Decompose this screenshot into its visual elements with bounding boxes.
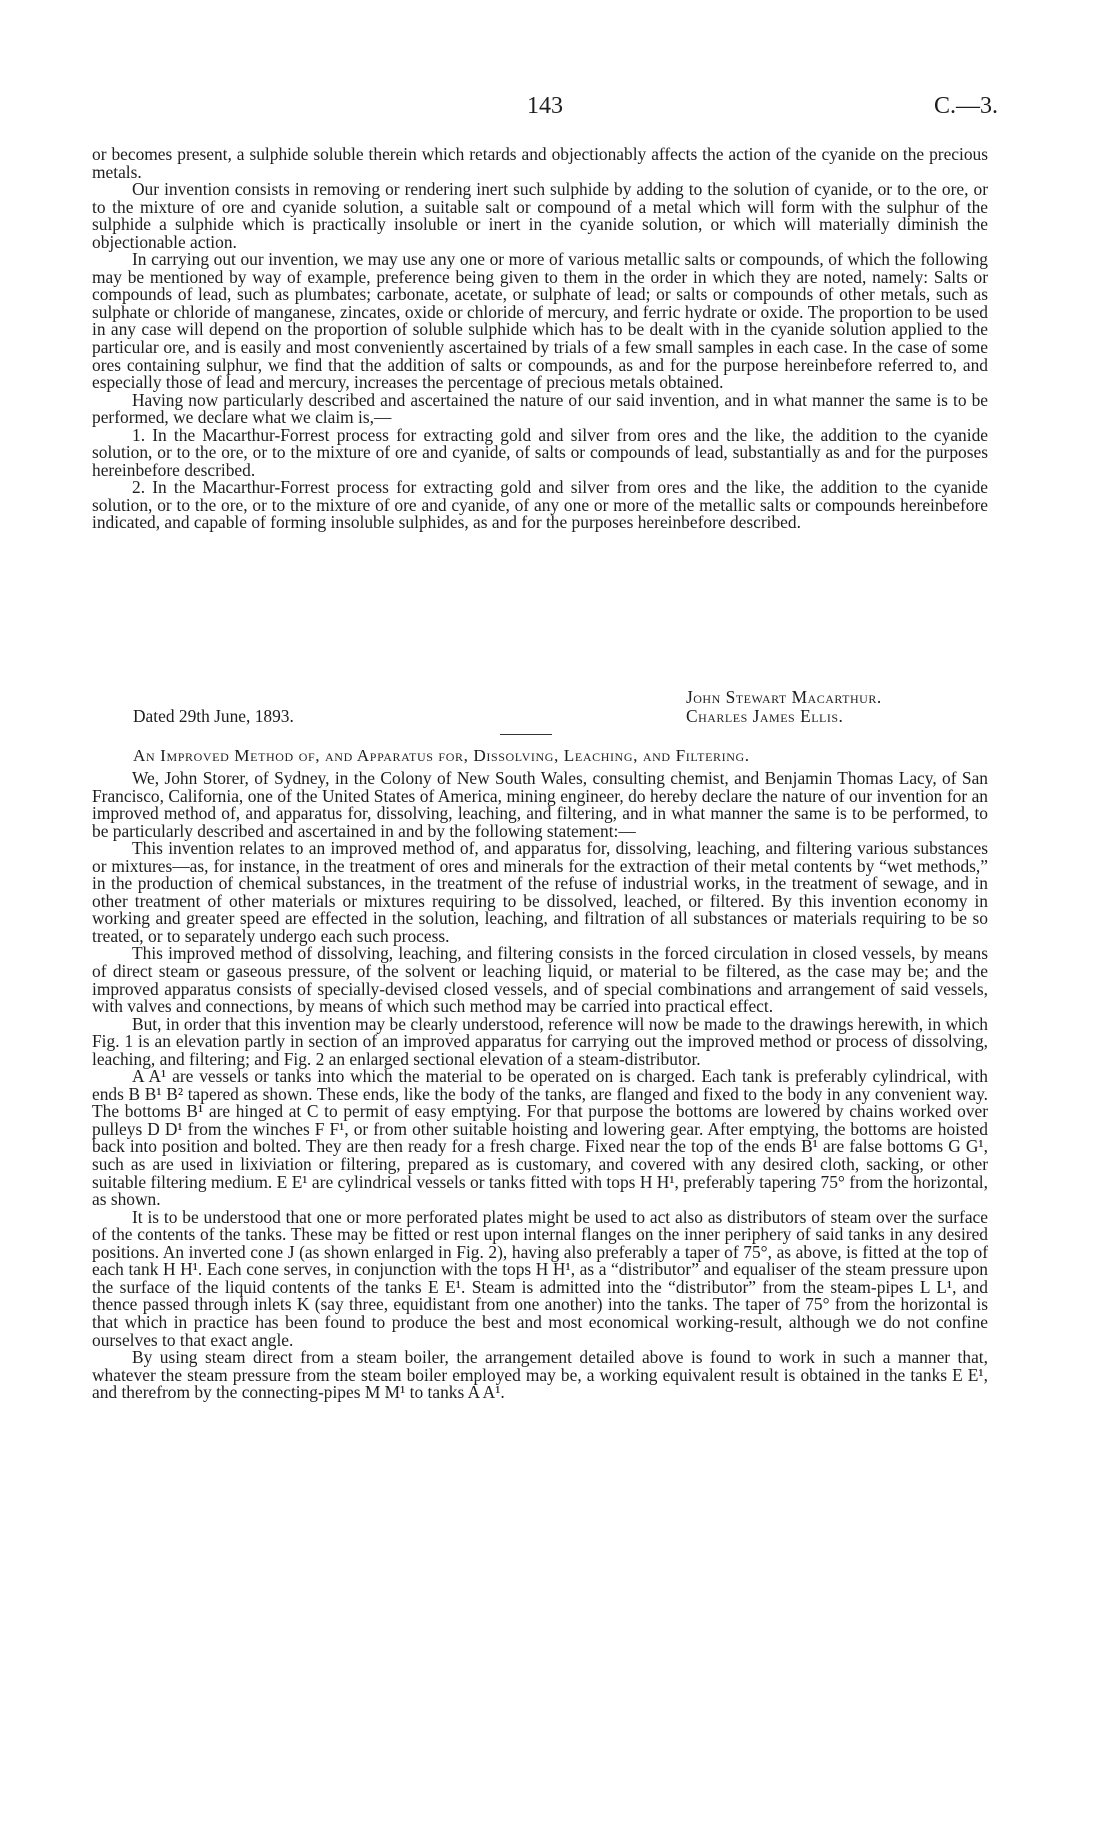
signatory-2: Charles James Ellis. bbox=[686, 706, 844, 726]
paragraph: By using steam direct from a steam boiler, the arrangement detailed above is found to work in such a manner that, whatever the steam pressure from the steam boiler employed may be, a working equivalent result is obtained in the tanks E E¹, and therefrom by the connecting-pipes M M¹ to tanks A A¹. bbox=[92, 1347, 988, 1403]
claim-1: 1. In the Macarthur-Forrest process for extracting gold and silver from ores and the like, the addition to the cyanide solution, or to the ore, or to the mixture of ore and cyanide, of salts or compounds of lead, substantially as and for the purposes hereinbefore described. bbox=[92, 424, 988, 480]
paragraph: or becomes present, a sulphide soluble therein which retards and objectionably affects the action of the cyanide on the precious metals. bbox=[92, 144, 988, 182]
paragraph: This invention relates to an improved method of, and apparatus for, dissolving, leaching, and filtering various substances or mixtures—as, for instance, in the treatment of ores and minerals for the extraction of their metal contents by “wet methods,” in the production of chemical substances, in the treatment of the refuse of industrial works, in the treatment of sewage, and in other treatment of other materials or mixtures requiring to be dissolved, leached, or filtered. By this invention economy in working and greater speed are effected in the solution, leaching, and filtration of all substances or materials requiring to be so treated, or to separately undergo each such process. bbox=[92, 838, 988, 946]
paragraph: We, John Storer, of Sydney, in the Colony of New South Wales, consulting chemist, and Benjamin Thomas Lacy, of San Francisco, California, one of the United States of America, mining engineer, do hereby declare the nature of our invention for an improved method of, and apparatus for, dissolving, leaching, and filtering, and in what manner the same is to be performed, to be particularly described and ascertained in and by the following statement:— bbox=[92, 768, 988, 841]
paragraph: Our invention consists in removing or rendering inert such sulphide by adding to the solution of cyanide, or to the ore, or to the mixture of ore and cyanide solution, a suitable salt or compound of a metal which will form with the sulphur of the sulphide a sulphide which is practically insoluble or inert in the cyanide solution, or which will materially diminish the objectionable action. bbox=[92, 179, 988, 252]
section-divider bbox=[500, 734, 552, 735]
page-number: 143 bbox=[527, 93, 563, 119]
paragraph: But, in order that this invention may be clearly understood, reference will now be made to the drawings herewith, in which Fig. 1 is an elevation partly in section of an improved apparatus for carrying out the improved method or process of dissolving, leaching, and filtering; and Fig. 2 an enlarged sectional elevation of a steam-distributor. bbox=[92, 1013, 988, 1069]
section-1-body bbox=[92, 146, 988, 532]
section-heading: An Improved Method of, and Apparatus for, Dissolving, Leaching, and Filtering. bbox=[133, 746, 750, 765]
paragraph: Having now particularly described and ascertained the nature of our said invention, and in what manner the same is to be performed, we declare what we claim is,— bbox=[92, 389, 988, 428]
dated-line: Dated 29th June, 1893. bbox=[133, 706, 294, 726]
document-code: C.—3. bbox=[934, 93, 999, 119]
paragraph: In carrying out our invention, we may use any one or more of various metallic salts or compounds, of which the following may be mentioned by way of example, preference being given to them in the order in which they are noted, namely: Salts or compounds of lead, such as plumbates; carbonate, acetate, or sulphate of lead; or salts or compounds of other metals, such as sulphate or chloride of manganese, zincates, oxide or chloride of mercury, and ferric hydrate or oxide. The proportion to be used in any case will depend on the proportion of soluble sulphide which has to be dealt with in the cyanide solution applied to the particular ore, and is easily and most conveniently ascertained by trials of a few small samples in each case. In the case of some ores containing sulphur, we find that the addition of salts or compounds, as and for the purpose hereinbefore referred to, and especially those of lead and mercury, increases the percentage of precious metals obtained. bbox=[92, 249, 988, 393]
signatory-1: John Stewart Macarthur. bbox=[686, 687, 882, 707]
paragraph: It is to be understood that one or more perforated plates might be used to act also as distributors of steam over the surface of the contents of the tanks. These may be fitted or rest upon internal flanges on the inner periphery of said tanks in any desired positions. An inverted cone J (as shown enlarged in Fig. 2), having also preferably a taper of 75°, as above, is fitted at the top of each tank H H¹. Each cone serves, in conjunction with the tops H H¹, as a “distributor” and equaliser of the steam pressure upon the surface of the liquid contents of the tanks E E¹. Steam is admitted into the “distributor” from the steam-pipes L L¹, and thence passed through inlets K (say three, equidistant from one another) into the tanks. The taper of 75° from the horizontal is that which in practice has been found to produce the best and most economical working-result, although we do not confine ourselves to that exact angle. bbox=[92, 1206, 988, 1350]
section-2-body bbox=[92, 770, 988, 1402]
claim-2: 2. In the Macarthur-Forrest process for extracting gold and silver from ores and the like, the addition to the cyanide solution, or to the ore, or to the mixture of ore and cyanide, of any one or more of the metallic salts or compounds hereinbefore indicated, and capable of forming insoluble sulphides, as and for the purposes hereinbefore described. bbox=[92, 477, 988, 533]
paragraph: This improved method of dissolving, leaching, and filtering consists in the forced circulation in closed vessels, by means of direct steam or gaseous pressure, of the solvent or leaching liquid, or material to be filtered, as the case may be; and the improved apparatus consists of specially-devised closed vessels, and of special combinations and arrangement of said vessels, with valves and connections, by means of which such method may be carried into practical effect. bbox=[92, 943, 988, 1017]
paragraph: A A¹ are vessels or tanks into which the material to be operated on is charged. Each tank is preferably cylindrical, with ends B B¹ B² tapered as shown. These ends, like the body of the tanks, are flanged and fixed to the body in any convenient way. The bottoms B¹ are hinged at C to permit of easy emptying. For that purpose the bottoms are lowered by chains worked over pulleys D D¹ from the winches F F¹, or from other suitable hoisting and lowering gear. After emptying, the bottoms are hoisted back into position and bolted. They are then ready for a fresh charge. Fixed near the top of the ends B¹ are false bottoms G G¹, such as are used in lixiviation or filtering, prepared as is customary, and covered with any desired cloth, sacking, or other suitable filtering medium. E E¹ are cylindrical vessels or tanks fitted with tops H H¹, preferably tapering 75° from the horizontal, as shown. bbox=[92, 1066, 988, 1210]
